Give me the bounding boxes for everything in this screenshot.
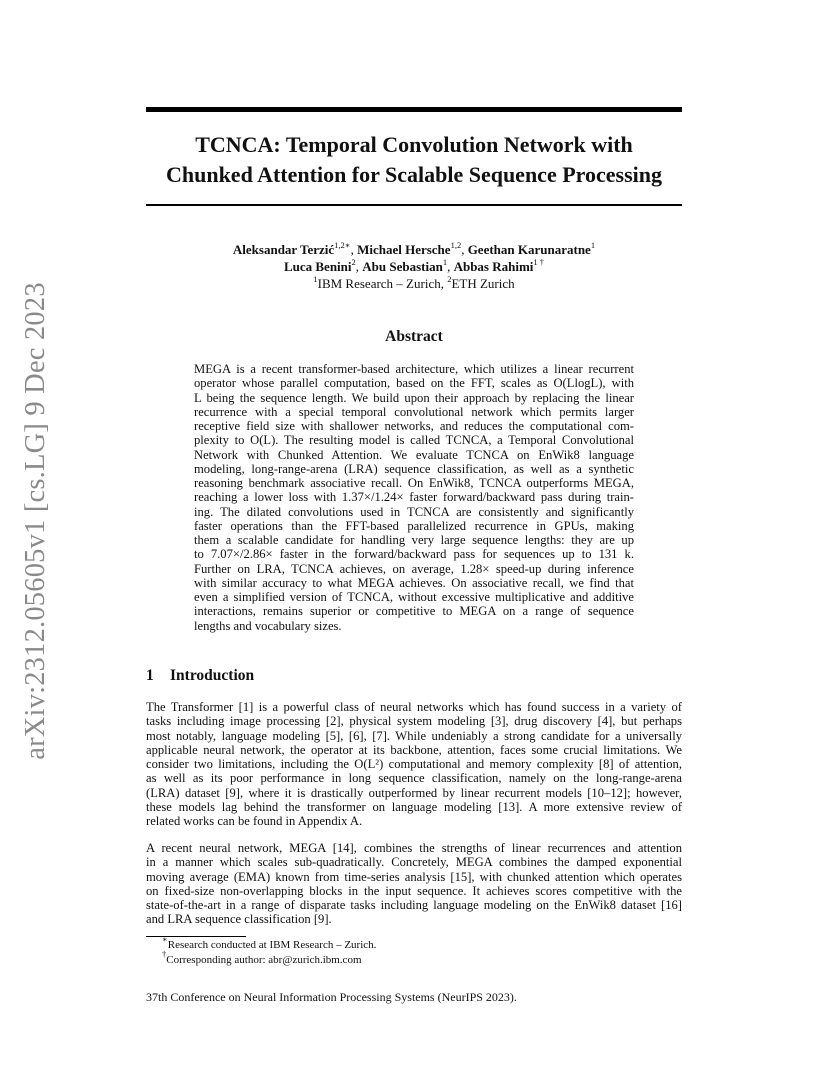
abstract-line: ing. The dilated convolutions used in TCNCA are consistently and significantly bbox=[194, 504, 634, 519]
paragraph-line: moving average (EMA) known from time-series analysis [15], with chunked attention which operates bbox=[146, 869, 682, 884]
abstract-line: reaching a lower loss with 1.37×/1.24× faster forward/backward pass during train- bbox=[194, 490, 634, 505]
abstract-heading: Abstract bbox=[385, 328, 443, 345]
section-title: Introduction bbox=[170, 667, 255, 684]
paragraph-line: consider two limitations, including the O(L²) computational and memory complexity [8] of attention, bbox=[146, 757, 682, 771]
footnotes bbox=[146, 934, 682, 968]
footnote-text: Research conducted at IBM Research – Zurich. bbox=[167, 939, 377, 951]
conference-note: 37th Conference on Neural Information Processing Systems (NeurIPS 2023). bbox=[146, 990, 517, 1004]
author-affiliation-mark: 1 bbox=[442, 256, 448, 267]
footnote-text: Corresponding author: abr@zurich.ibm.com bbox=[166, 954, 362, 966]
intro-paragraph-1 bbox=[146, 700, 682, 828]
paragraph-line: and LRA sequence classification [9]. bbox=[146, 912, 332, 927]
paragraph-line: these models lag behind the transformer on language modeling [13]. A more extensive review of bbox=[146, 799, 682, 814]
abstract-line: operator whose parallel computation, based on the FFT, scales as O(LlogL), with bbox=[194, 376, 634, 391]
author-name: Abbas Rahimi bbox=[453, 259, 534, 274]
author-line-2: Luca Benini$^2$, Abu Sebastian$^1$, Abbas Rahimi$^{1 \dagger}$ bbox=[283, 256, 545, 274]
affiliation-mark: 1 bbox=[313, 273, 318, 284]
paragraph-line: A recent neural network, MEGA [14], combines the strengths of linear recurrences and attention bbox=[146, 841, 682, 855]
abstract-line: receptive field size with shallower networks, and reduces the computational com- bbox=[194, 419, 634, 433]
abstract-line: to 7.07×/2.86× faster in the forward/backward pass for sequences up to 131 k. bbox=[194, 547, 634, 562]
intro-paragraph-2 bbox=[146, 841, 682, 927]
title-top-rule bbox=[146, 107, 682, 112]
abstract-line: even a simplified version of TCNCA, without excessive multiplicative and additive bbox=[194, 590, 634, 604]
abstract-line: them a scalable candidate for handling very large sequence lengths: they are up bbox=[194, 533, 634, 547]
author-block bbox=[146, 241, 682, 292]
title-bottom-rule bbox=[146, 204, 682, 206]
paragraph-line: state-of-the-art in a range of disparate tasks including language modeling on the EnWik8 dataset [16] bbox=[146, 898, 682, 912]
abstract-line: MEGA is a recent transformer-based architecture, which utilizes a linear recurrent bbox=[194, 362, 634, 376]
paragraph-line: tasks including image processing [2], physical system modeling [3], drug discovery [4], but perhaps bbox=[146, 714, 682, 729]
abstract-line: plexity to O(L). The resulting model is called TCNCA, a Temporal Convolutional bbox=[194, 433, 634, 448]
abstract-body bbox=[194, 362, 634, 633]
affiliations bbox=[146, 275, 682, 292]
author-name: Aleksandar Terzić bbox=[232, 242, 335, 257]
section-heading-introduction bbox=[146, 667, 254, 685]
paragraph-line: The Transformer [1] is a powerful class of neural networks which has found success in a variety of bbox=[146, 700, 682, 714]
paragraph-line: (LRA) dataset [9], where it is drastically outperformed by linear recurrent models [10–12]; however, bbox=[146, 785, 682, 800]
author-name: Geethan Karunaratne bbox=[467, 242, 591, 257]
footnote-mark: † bbox=[162, 949, 167, 960]
abstract-line: Network with Chunked Attention. We evaluate TCNCA on EnWik8 language bbox=[194, 447, 634, 462]
footnote-mark: ∗ bbox=[162, 934, 168, 945]
author-affiliation-mark: 2 bbox=[351, 256, 356, 267]
paragraph-line: as well as its poor performance in long sequence classification, namely on the long-range-arena bbox=[146, 771, 682, 786]
title-line-1: TCNCA: Temporal Convolution Network with bbox=[195, 132, 633, 157]
section-number: 1 bbox=[146, 667, 154, 684]
author-affiliation-mark: 1 bbox=[590, 239, 596, 250]
arxiv-identifier: arXiv:2312.05605v1 [cs.LG] 9 Dec 2023 bbox=[20, 282, 51, 760]
paragraph-line: in a manner which scales sub-quadratically. Concretely, MEGA combines the damped exponential bbox=[146, 855, 682, 870]
paragraph-line: applicable neural network, the operator at its backbone, attention, faces some crucial limitations. We bbox=[146, 742, 682, 757]
abstract-line: lengths and vocabulary sizes. bbox=[194, 618, 342, 633]
abstract-line: L being the sequence length. We build upon their approach by replacing the linear bbox=[194, 390, 634, 405]
author-name: Abu Sebastian bbox=[362, 259, 443, 274]
paragraph-line: related works can be found in Appendix A. bbox=[146, 814, 363, 828]
paragraph-line: on fixed-size non-overlapping blocks in the input sequence. It achieves scores competitive with the bbox=[146, 883, 682, 898]
abstract-line: with similar accuracy to what MEGA achieves. On associative recall, we find that bbox=[194, 575, 634, 590]
footnote-2 bbox=[146, 949, 682, 968]
author-line-1: Aleksandar Terzić$^{1,2∗}$, Michael Hersche$^{1,2}$, Geethan Karunaratne$^1$ bbox=[232, 239, 596, 257]
footnote-rule bbox=[146, 936, 246, 937]
affiliation-ibm: IBM Research – Zurich, bbox=[317, 276, 448, 291]
abstract-line: recurrence with a special temporal convolutional network which permits larger bbox=[194, 404, 634, 419]
abstract-line: modeling, long-range-arena (LRA) sequence classification, as well as a synthetic bbox=[194, 461, 634, 476]
abstract-line: Further on LRA, TCNCA achieves, on average, 1.28× speed-up during inference bbox=[194, 561, 634, 576]
author-name: Luca Benini bbox=[283, 259, 352, 274]
paper-title bbox=[146, 130, 682, 190]
author-affiliation-mark: 1,2∗ bbox=[334, 239, 351, 250]
abstract-line: faster operations than the FFT-based parallelized recurrence in GPUs, making bbox=[194, 518, 634, 533]
author-affiliation-mark: 1,2 bbox=[450, 239, 462, 250]
paragraph-line: most notably, language modeling [5], [6], [7]. While undeniably a strong candidate for a universally bbox=[146, 728, 682, 743]
abstract-line: interactions, remains superior or competitive to MEGA on a range of sequence bbox=[194, 604, 634, 619]
affiliation-mark: 2 bbox=[447, 273, 452, 284]
abstract-line: reasoning benchmark associative recall. On EnWik8, TCNCA outperforms MEGA, bbox=[194, 476, 634, 490]
author-affiliation-mark: 1 † bbox=[533, 256, 545, 267]
title-line-2: Chunked Attention for Scalable Sequence Processing bbox=[165, 162, 663, 187]
author-name: Michael Hersche bbox=[357, 242, 451, 257]
footnote-1 bbox=[146, 934, 682, 953]
affiliation-eth: ETH Zurich bbox=[451, 276, 515, 291]
